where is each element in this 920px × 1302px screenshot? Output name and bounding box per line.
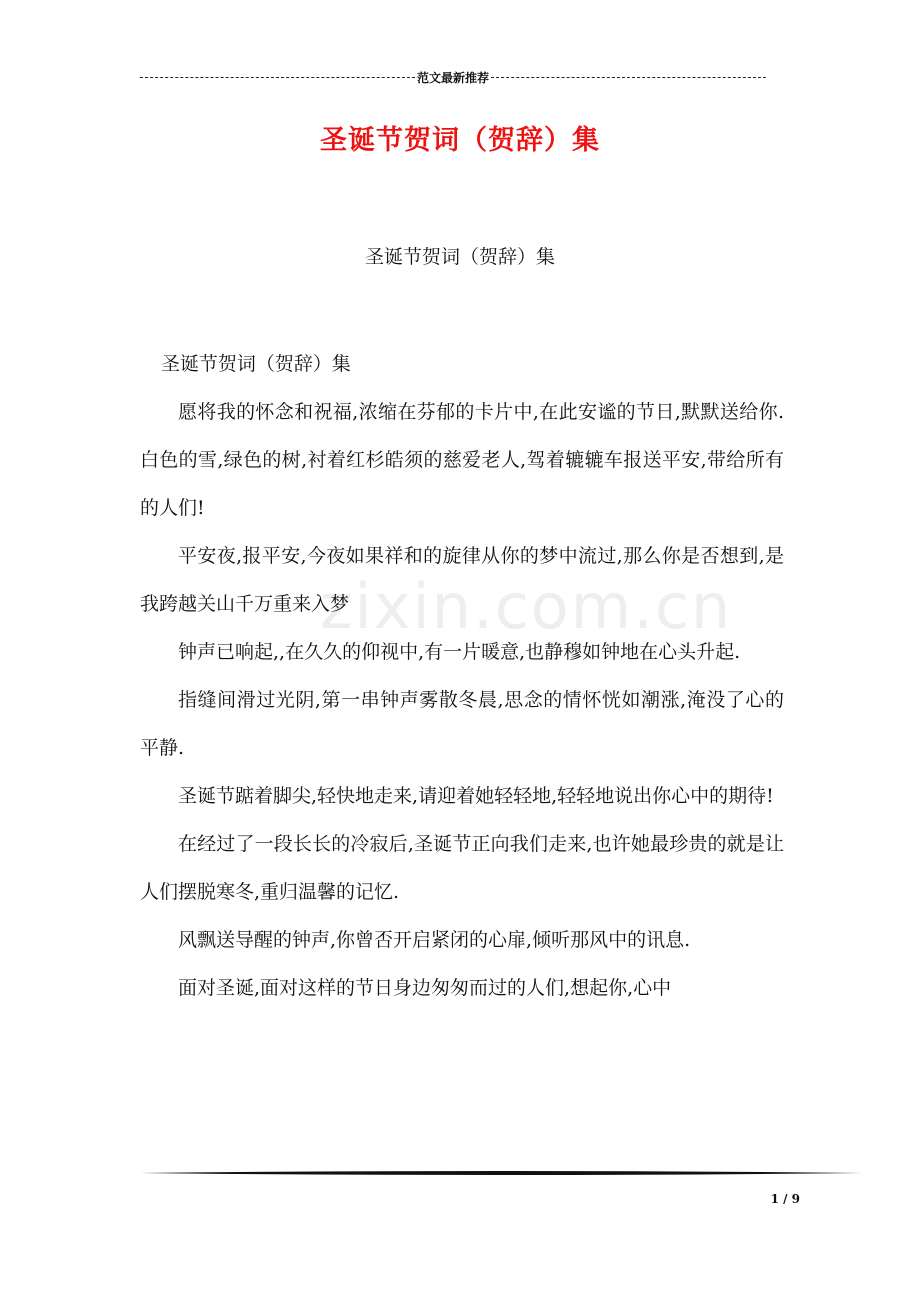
- header-banner: [140, 68, 766, 86]
- document-subtitle: 圣诞节贺词（贺辞）集: [364, 246, 555, 268]
- paragraph: 指缝间滑过光阴,第一串钟声雾散冬晨,思念的情怀恍如潮涨,淹没了心的平静.: [140, 689, 784, 759]
- paragraph: 圣诞节踮着脚尖,轻快地走来,请迎着她轻轻地,轻轻地说出你心中的期待!: [178, 785, 774, 807]
- paragraph: 在经过了一段长长的冷寂后,圣诞节正向我们走来,也许她最珍贵的就是让人们摆脱寒冬,重归温馨的记忆.: [140, 833, 784, 903]
- paragraph: 面对圣诞,面对这样的节日身边匆匆而过的人们,想起你,心中: [178, 977, 672, 999]
- paragraph: 风飘送导醒的钟声,你曾否开启紧闭的心扉,倾听那风中的讯息.: [178, 929, 691, 951]
- watermark: zixin.com.cn: [320, 570, 733, 643]
- header-dashes-left: [140, 77, 415, 78]
- document-title: 圣诞节贺词（贺辞）集: [320, 125, 600, 156]
- header-banner-text: 范文最新推荐: [417, 70, 490, 85]
- paragraph: 愿将我的怀念和祝福,浓缩在芬郁的卡片中,在此安谧的节日,默默送给你. 白色的雪,绿色的树,衬着红杉皓须的慈爱老人,驾着辘辘车报送平安,带给所有的人们!: [140, 401, 823, 519]
- paragraph: 平安夜,报平安,今夜如果祥和的旋律从你的梦中流过,那么你是否想到,是我跨越关山千万重来入梦: [140, 545, 784, 615]
- header-dashes-right: [491, 77, 766, 78]
- page-number: 1 / 9: [770, 1192, 800, 1206]
- paragraph: 钟声已响起,,在久久的仰视中,有一片暖意,也静穆如钟地在心头升起.: [178, 641, 741, 663]
- document-body: [140, 340, 823, 1012]
- paragraph-heading: 圣诞节贺词（贺辞）集: [160, 353, 351, 375]
- footer-rule: [140, 1168, 862, 1178]
